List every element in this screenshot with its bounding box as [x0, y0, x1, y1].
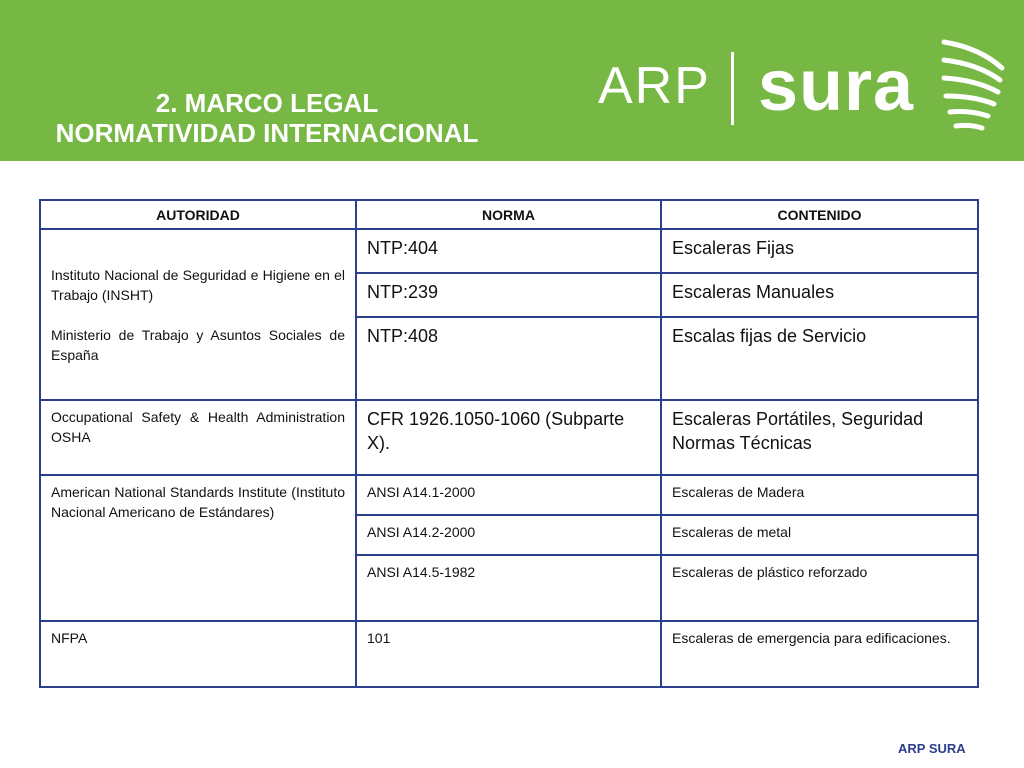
authority-cell-insht: [40, 229, 356, 400]
logo-sura-text: sura: [758, 46, 915, 126]
arp-sura-logo: [598, 38, 1008, 138]
norma-cell: NTP:239: [356, 273, 661, 317]
header-autoridad: AUTORIDAD: [40, 200, 356, 229]
authority-text: Ministerio de Trabajo y Asuntos Sociales de España: [51, 326, 345, 363]
contenido-cell: Escaleras Manuales: [661, 273, 978, 317]
header-norma: NORMA: [356, 200, 661, 229]
title-line-2: NORMATIVIDAD INTERNACIONAL: [55, 118, 479, 148]
contenido-cell: Escaleras de Madera: [661, 475, 978, 515]
norma-cell: ANSI A14.2-2000: [356, 515, 661, 555]
norma-cell: ANSI A14.5-1982: [356, 555, 661, 621]
header-contenido: CONTENIDO: [661, 200, 978, 229]
page-title: [0, 88, 534, 148]
table-row: [40, 621, 978, 687]
authority-text: Instituto Nacional de Seguridad e Higiene en el Trabajo (INSHT): [51, 266, 345, 303]
normatividad-table: [39, 199, 979, 688]
norma-cell: NTP:408: [356, 317, 661, 400]
logo-arp-text: ARP: [598, 57, 711, 115]
table-header-row: [40, 200, 978, 229]
norma-cell: NTP:404: [356, 229, 661, 273]
table-row: [40, 400, 978, 475]
contenido-cell: Escaleras de emergencia para edificaciones.: [661, 621, 978, 687]
logo-divider: [731, 52, 734, 125]
norma-cell: CFR 1926.1050-1060 (Subparte X).: [356, 400, 661, 475]
authority-cell-osha: Occupational Safety & Health Administration OSHA: [40, 400, 356, 475]
table-row: [40, 475, 978, 515]
footer-brand-label: ARP SURA: [898, 741, 966, 756]
contenido-cell: Escaleras Portátiles, Seguridad Normas Técnicas: [661, 400, 978, 475]
header-banner: [0, 0, 1024, 161]
contenido-cell: Escalas fijas de Servicio: [661, 317, 978, 400]
title-line-1: 2. MARCO LEGAL: [155, 88, 379, 118]
norma-cell: 101: [356, 621, 661, 687]
contenido-cell: Escaleras de metal: [661, 515, 978, 555]
sura-wing-icon: [940, 38, 1006, 138]
norma-cell: ANSI A14.1-2000: [356, 475, 661, 515]
contenido-cell: Escaleras Fijas: [661, 229, 978, 273]
authority-cell-ansi: American National Standards Institute (Instituto Nacional Americano de Estándares): [40, 475, 356, 621]
authority-cell-nfpa: NFPA: [40, 621, 356, 687]
table-row: [40, 229, 978, 273]
contenido-cell: Escaleras de plástico reforzado: [661, 555, 978, 621]
